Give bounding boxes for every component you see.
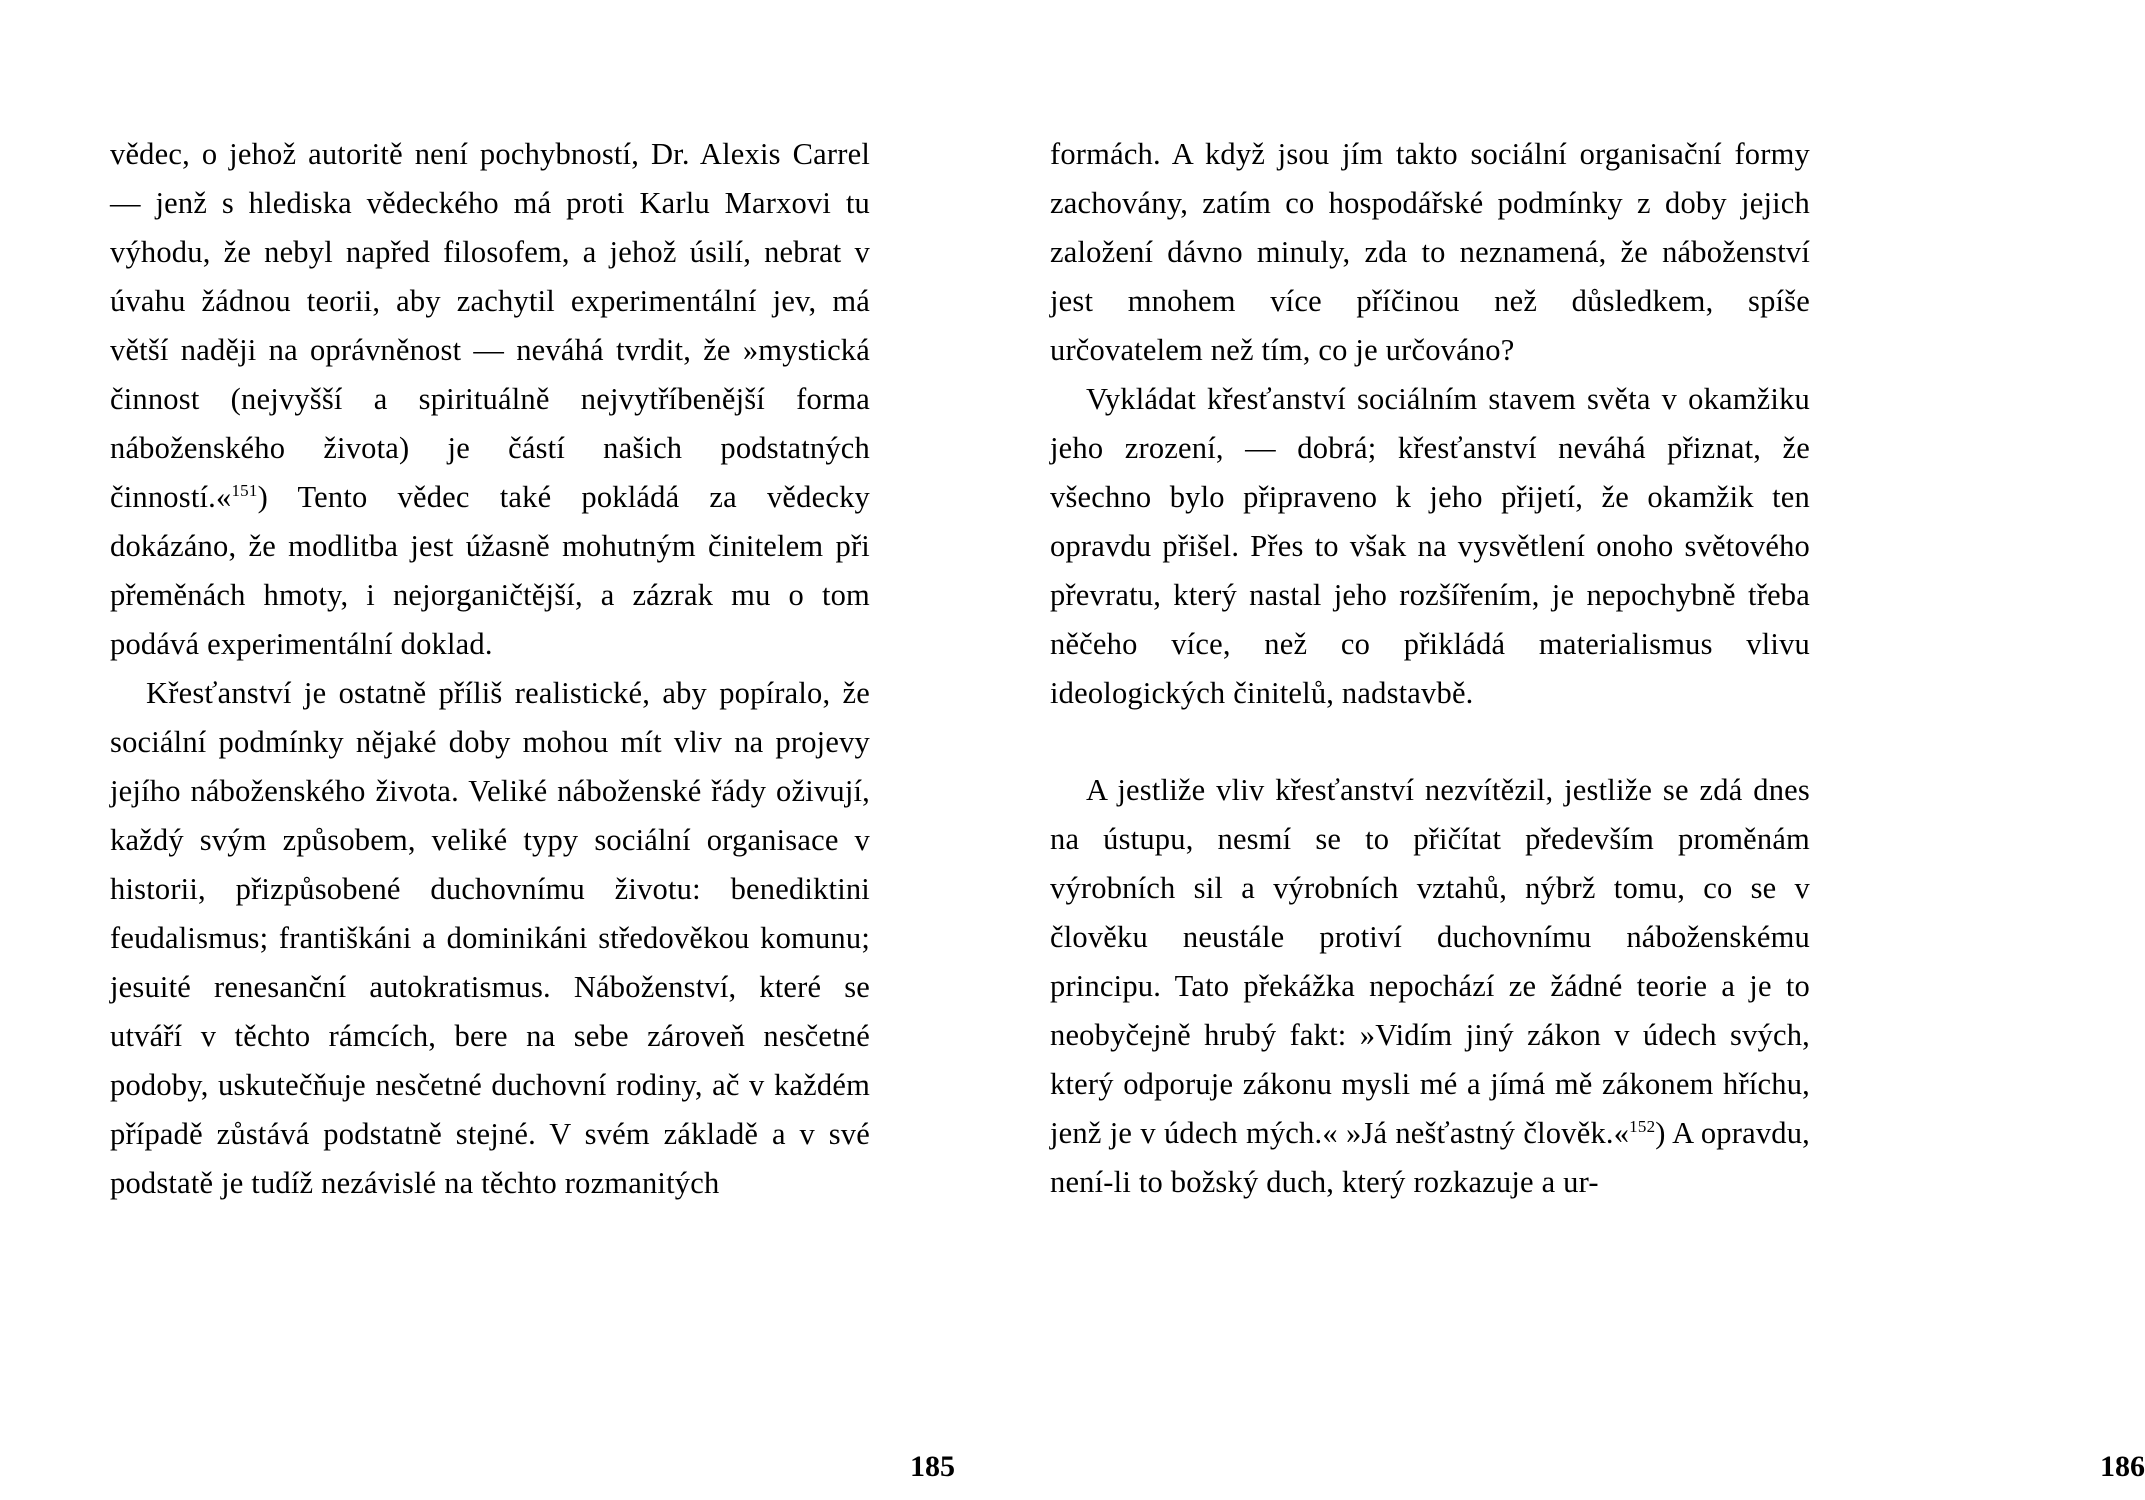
paragraph: Křesťanství je ostatně příliš realistické, aby popíralo, že sociální podmínky nějaké doby mohou mít vliv na projevy jejího náboženského života. Veliké náboženské řády oživují, každý svým způsobem, veliké typy sociální organisace v historii, přizpůsobené duchovnímu životu: benediktini feudalismus; františkáni a dominikáni středověkou komunu; jesuité renesanční autokratismus. Náboženství, které se utváří v těchto rámcích, bere na sebe zároveň nesčetné podoby, uskutečňuje nesčetné duchovní rodiny, ač v každém případě zůstává podstatně stejné. V svém základě a v své podstatě je tudíž nezávislé na těchto rozmanitých — [110, 676, 870, 1200]
footnote-marker[interactable]: 152 — [1629, 1116, 1656, 1136]
paragraph: formách. A když jsou jím takto sociální organisační formy zachovány, zatím co hospodářské podmínky z doby jejich založení dávno minuly, zda to neznamená, že náboženství jest mnohem více příčinou než důsledkem, spíše určovatelem než tím, co je určováno? — [1050, 137, 1810, 367]
paragraph — [110, 130, 870, 669]
right-page — [1050, 130, 2145, 1483]
paragraph-text-tail: ) Tento vědec také pokládá za vědecky dokázáno, že modlitba jest úžasně mohutným činitelem při přeměnách hmoty, i nejorganičtější, a zázrak mu o tom podává experimentální doklad. — [110, 480, 870, 661]
paragraph — [1050, 766, 1810, 1207]
page-number-left: 185 — [910, 1450, 955, 1483]
paragraph-text: A jestliže vliv křesťanství nezvítězil, jestliže se zdá dnes na ústupu, nesmí se to přičítat především proměnám výrobních sil a výrobních vztahů, nýbrž tomu, co se v člověku neustále protiví duchovnímu náboženskému principu. Tato překážka nepochází ze žádné teorie a je to neobyčejně hrubý fakt: »Vidím jiný zákon v údech svých, který odporuje zákonu mysli mé a jímá mě zákonem hříchu, jenž je v údech mých.« »Já nešťastný člověk.« — [1050, 773, 1810, 1150]
left-page — [110, 130, 955, 1483]
right-page-text-column — [1050, 130, 1810, 1207]
paragraph-text: vědec, o jehož autoritě není pochybností, Dr. Alexis Carrel — jenž s hlediska vědeckého má proti Karlu Marxovi tu výhodu, že nebyl napřed filosofem, a jehož úsilí, nebrat v úvahu žádnou teorii, aby zachytil experimentální jev, má větší naději na oprávněnost — neváhá tvrdit, že »mystická činnost (nejvyšší a spirituálně nejvytříbenější forma náboženského života) je částí našich podstatných činností.« — [110, 137, 870, 514]
paragraph: Vykládat křesťanství sociálním stavem světa v okamžiku jeho zrození, — dobrá; křesťanství neváhá přiznat, že všechno bylo připraveno k jeho přijetí, že okamžik ten opravdu přišel. Přes to však na vysvětlení onoho světového převratu, který nastal jeho rozšířením, je nepochybně třeba něčeho více, než co přikládá materialismus vlivu ideologických činitelů, nadstavbě. — [1050, 382, 1810, 710]
footnote-marker[interactable]: 151 — [231, 480, 258, 500]
page-number-right: 186 — [2100, 1450, 2145, 1483]
paragraph-text-tail: ) A opravdu, není-li to božský duch, který rozkazuje a ur- — [1050, 1116, 1810, 1199]
left-page-text-column — [110, 130, 870, 1208]
